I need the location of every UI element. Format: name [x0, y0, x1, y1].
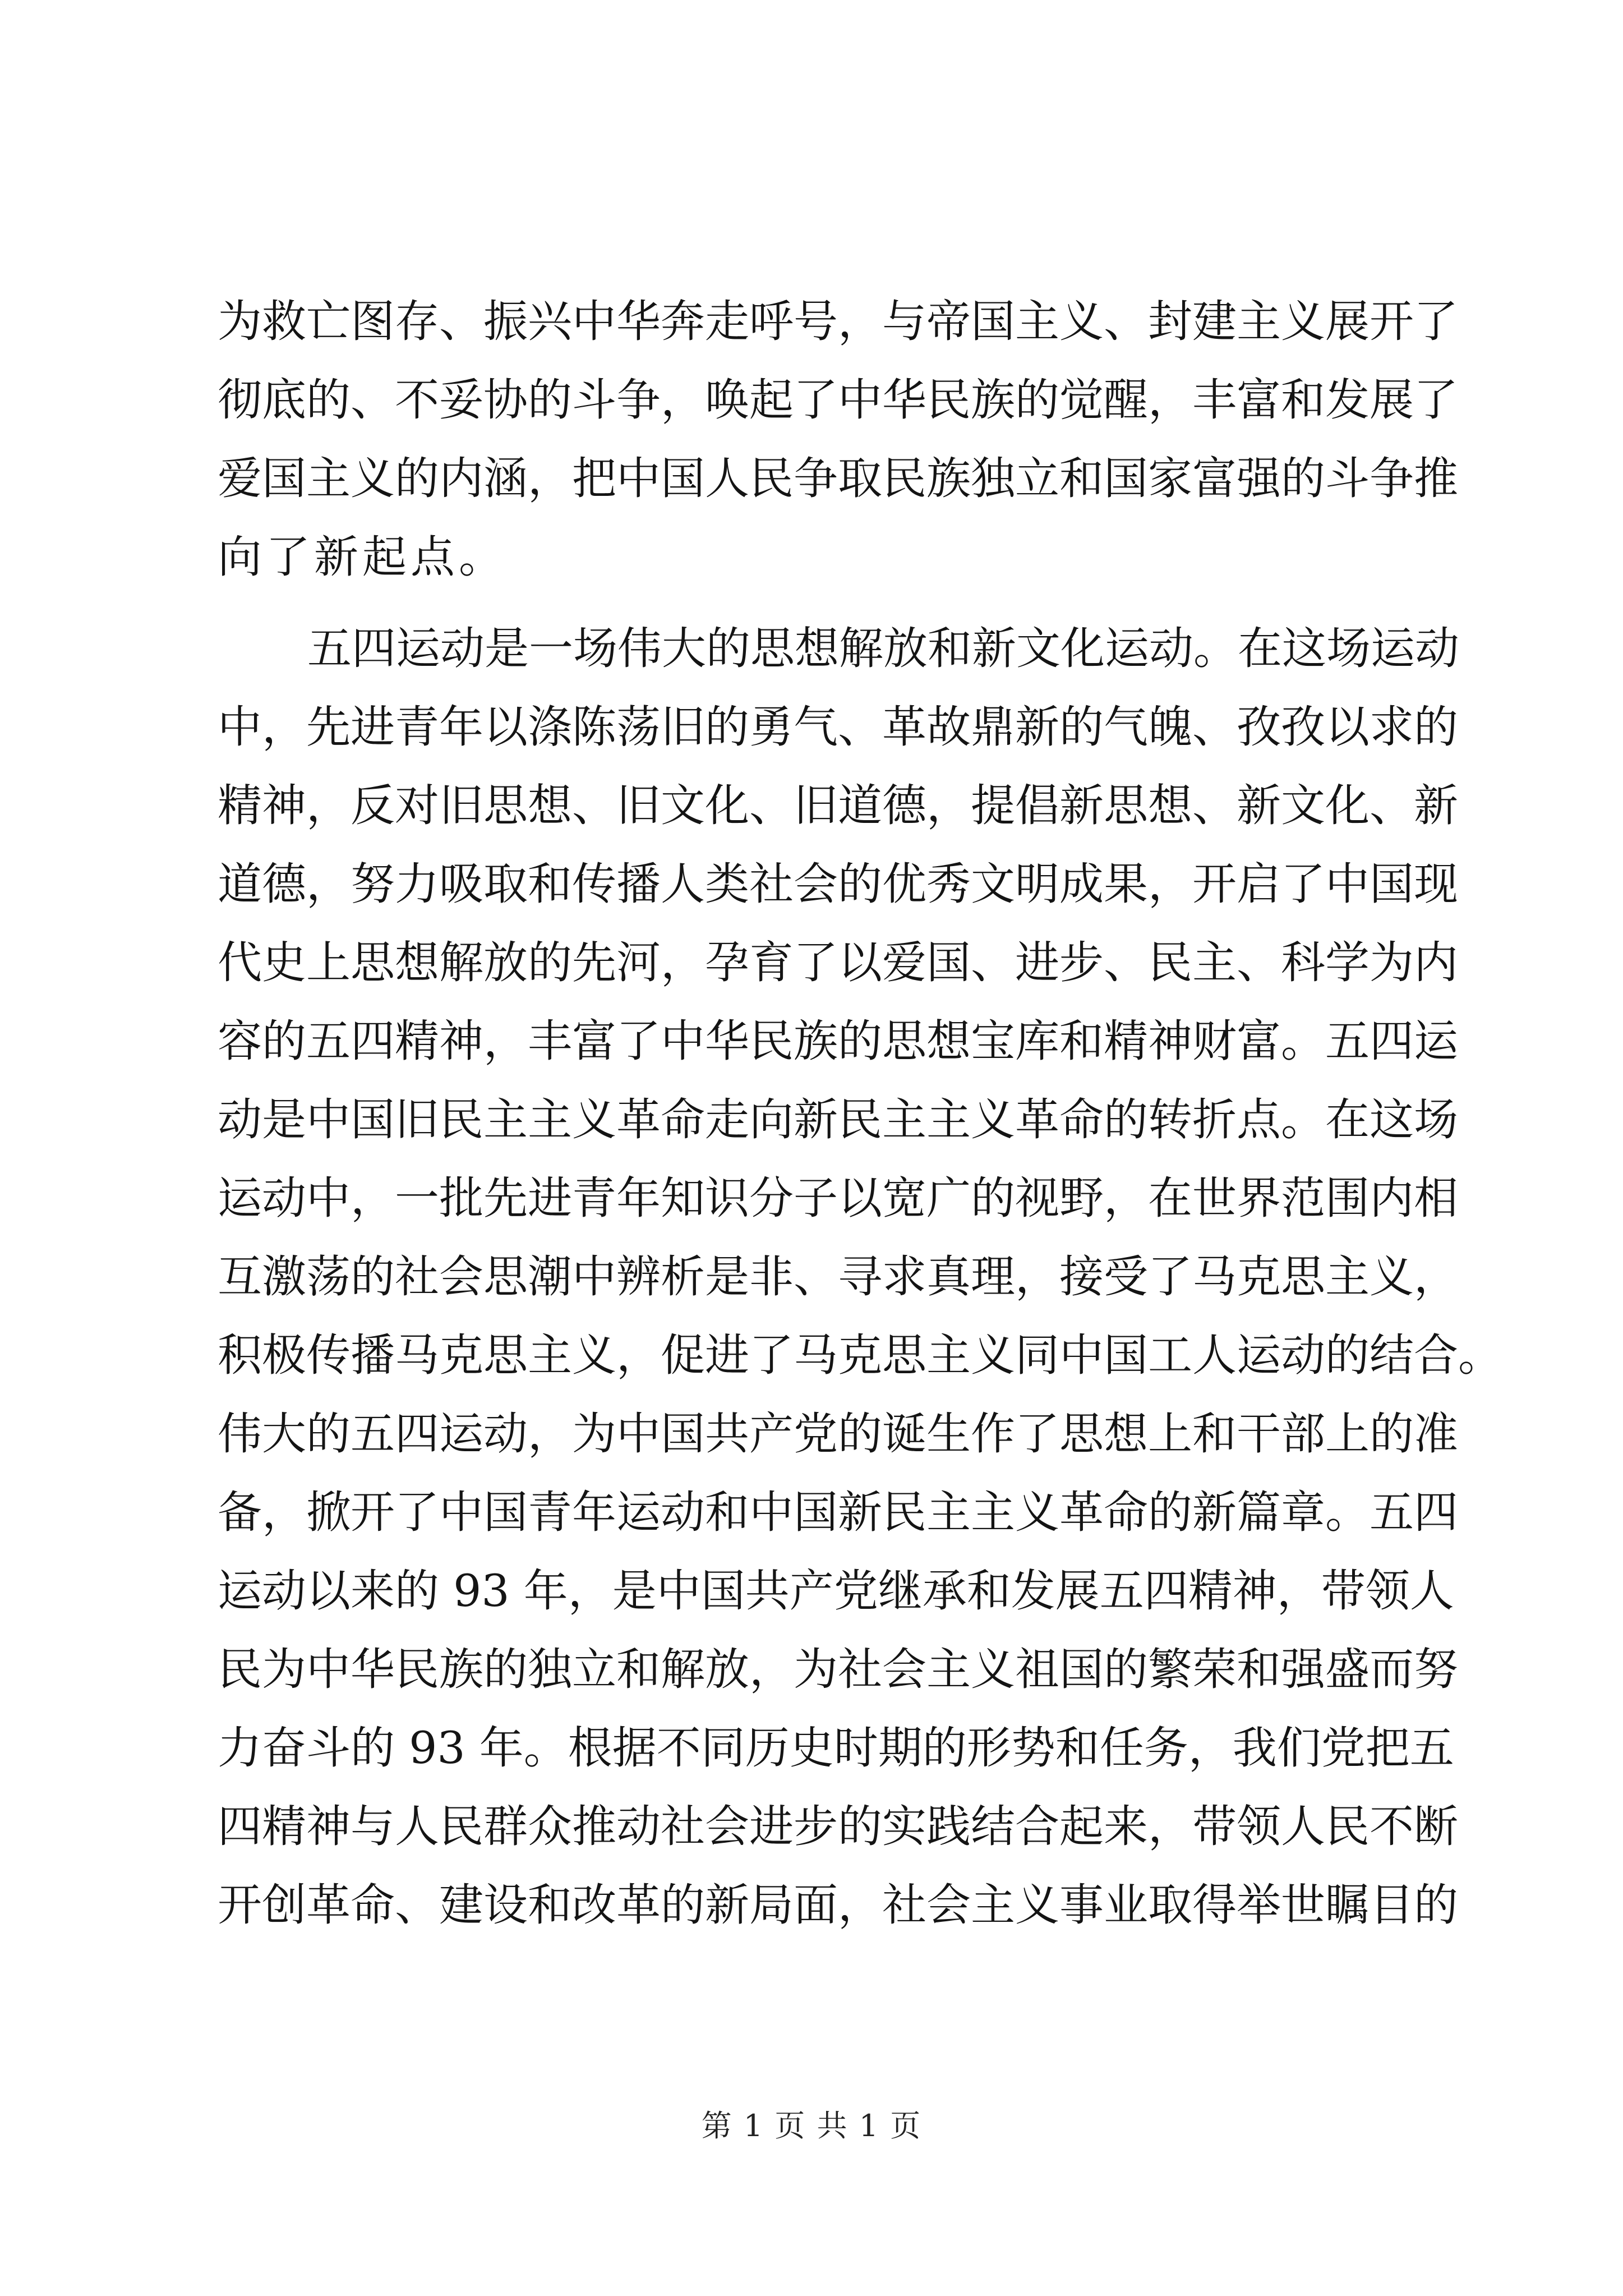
text-line: 为救亡图存、振兴中华奔走呼号，与帝国主义、封建主义展开了 [218, 296, 1458, 347]
text-line: 运动中，一批先进青年知识分子以宽广的视野，在世界范围内相 [218, 1172, 1458, 1224]
paragraph-first-line: 五四运动是一场伟大的思想解放和新文化运动。在这场运动 [307, 623, 1459, 674]
text-line: 爱国主义的内涵，把中国人民争取民族独立和国家富强的斗争推 [218, 453, 1458, 504]
text-line: 伟大的五四运动，为中国共产党的诞生作了思想上和干部上的准 [218, 1408, 1458, 1460]
text-line: 积极传播马克思主义，促进了马克思主义同中国工人运动的结合。 [218, 1329, 1502, 1381]
text-line: 道德，努力吸取和传播人类社会的优秀文明成果，开启了中国现 [218, 858, 1458, 910]
text-line: 精神，反对旧思想、旧文化、旧道德，提倡新思想、新文化、新 [218, 780, 1458, 831]
text-line: 中，先进青年以涤陈荡旧的勇气、革故鼎新的气魄、孜孜以求的 [218, 701, 1458, 753]
text-line: 容的五四精神，丰富了中华民族的思想宝库和精神财富。五四运 [218, 1015, 1458, 1067]
text-line: 运动以来的 93 年，是中国共产党继承和发展五四精神，带领人 [218, 1565, 1454, 1617]
text-line: 代史上思想解放的先河，孕育了以爱国、进步、民主、科学为内 [218, 937, 1458, 988]
text-line: 开创革命、建设和改革的新局面，社会主义事业取得举世瞩目的 [218, 1879, 1458, 1931]
text-line: 备，掀开了中国青年运动和中国新民主主义革命的新篇章。五四 [218, 1487, 1458, 1538]
page-number-footer: 第 1 页 共 1 页 [701, 2108, 922, 2143]
text-line: 互激荡的社会思潮中辨析是非、寻求真理，接受了马克思主义， [218, 1251, 1458, 1303]
text-line: 民为中华民族的独立和解放，为社会主义祖国的繁荣和强盛而努 [218, 1644, 1458, 1695]
text-line: 向了新起点。 [218, 531, 507, 583]
text-line: 动是中国旧民主主义革命走向新民主主义革命的转折点。在这场 [218, 1094, 1458, 1145]
text-line: 四精神与人民群众推动社会进步的实践结合起来，带领人民不断 [218, 1801, 1458, 1852]
text-line: 力奋斗的 93 年。根据不同历史时期的形势和任务，我们党把五 [218, 1722, 1454, 1774]
text-line: 彻底的、不妥协的斗争，唤起了中华民族的觉醒，丰富和发展了 [218, 374, 1458, 426]
